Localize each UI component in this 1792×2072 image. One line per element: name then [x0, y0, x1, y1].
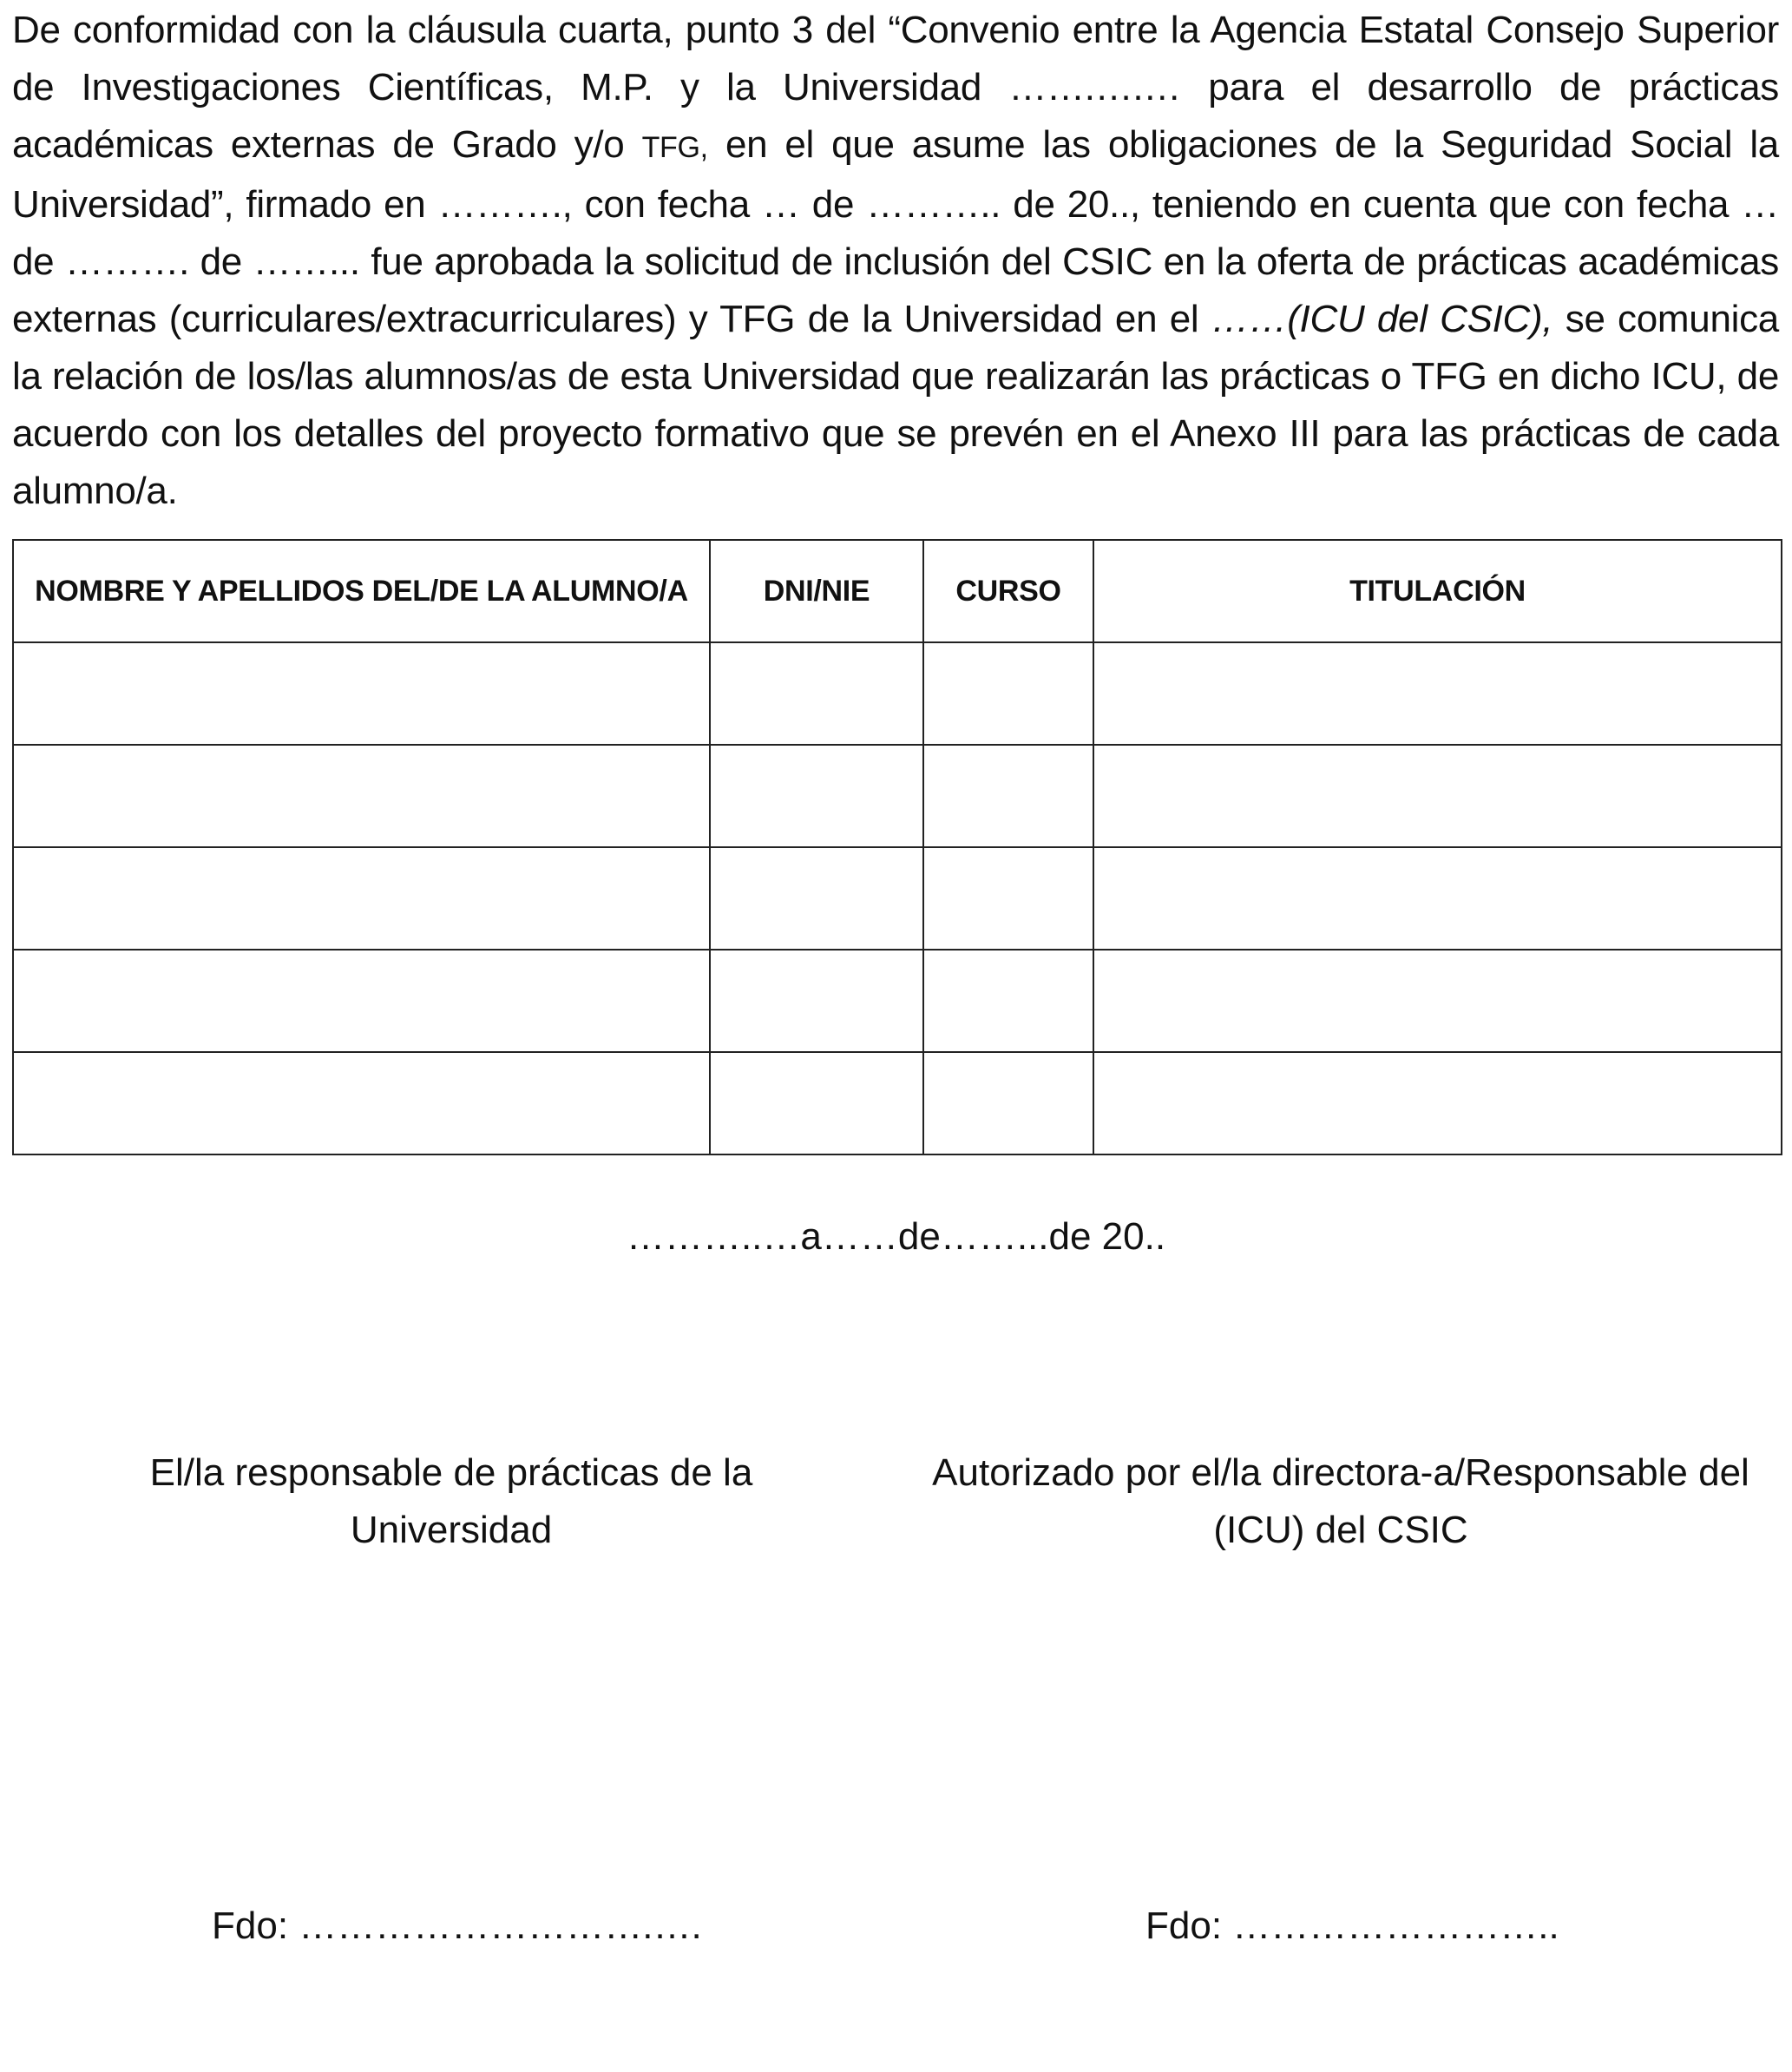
cell-dni-nie[interactable] — [710, 950, 923, 1052]
date-line: ………..…a……de……...de 20.. — [626, 1215, 1166, 1258]
cell-curso[interactable] — [923, 745, 1093, 847]
table-row — [13, 745, 1782, 847]
header-dni-nie: DNI/NIE — [710, 540, 923, 642]
cell-titulacion[interactable] — [1093, 950, 1782, 1052]
header-curso: CURSO — [923, 540, 1093, 642]
cell-titulacion[interactable] — [1093, 642, 1782, 745]
cell-nombre[interactable] — [13, 950, 710, 1052]
table-row — [13, 1052, 1782, 1154]
signature-title-csic — [929, 1444, 1753, 1559]
signature-fdo-csic: Fdo: …………………….. — [1145, 1904, 1559, 1947]
intro-icu-placeholder: ……(ICU del CSIC), — [1211, 298, 1553, 340]
cell-dni-nie[interactable] — [710, 642, 923, 745]
cell-curso[interactable] — [923, 1052, 1093, 1154]
students-table — [12, 539, 1782, 1155]
cell-dni-nie[interactable] — [710, 1052, 923, 1154]
intro-tfg: TFG, — [641, 131, 708, 164]
cell-nombre[interactable] — [13, 642, 710, 745]
intro-text-2: en el que asume las obligaciones de la Seguridad Social la Universidad”, firmado en ………., con fecha … de ……….. de 20.., teniendo en cuenta que con fecha … de ………. de ……... fue aprobada la solicitud de inclusión del CSIC en la oferta de prácticas académicas externas (curriculares/extracurriculares) y TFG de la Universidad en el — [12, 123, 1779, 340]
signature-title-university: El/la responsable de prácticas de la Universidad — [149, 1451, 753, 1551]
cell-dni-nie[interactable] — [710, 745, 923, 847]
signature-title-csic-line2: (ICU) del CSIC — [1213, 1509, 1468, 1551]
cell-nombre[interactable] — [13, 745, 710, 847]
cell-titulacion[interactable] — [1093, 847, 1782, 950]
header-titulacion: TITULACIÓN — [1093, 540, 1782, 642]
cell-nombre[interactable] — [13, 1052, 710, 1154]
cell-titulacion[interactable] — [1093, 745, 1782, 847]
cell-dni-nie[interactable] — [710, 847, 923, 950]
intro-text-1: De conformidad con la cláusula cuarta, punto 3 del “Convenio entre la Agencia Estatal Consejo Superior de Investigaciones Científicas, M.P. y la Universidad …….….… para el desarrollo de prácticas académicas externas de Grado y/o — [12, 9, 1779, 166]
cell-curso[interactable] — [923, 642, 1093, 745]
table-row — [13, 950, 1782, 1052]
cell-nombre[interactable] — [13, 847, 710, 950]
header-nombre: NOMBRE Y APELLIDOS DEL/DE LA ALUMNO/A — [13, 540, 710, 642]
cell-curso[interactable] — [923, 847, 1093, 950]
table-row — [13, 847, 1782, 950]
intro-text-3: se comunica la relación de los/las alumnos/as de esta Universidad que realizarán las prácticas o TFG en dicho ICU, de acuerdo con los detalles del proyecto formativo que se prevén en el Anexo III para las prácticas de cada alumno/a. — [12, 298, 1779, 512]
cell-titulacion[interactable] — [1093, 1052, 1782, 1154]
signature-title-csic-line1: Autorizado por el/la directora-a/Responsable del — [932, 1451, 1749, 1494]
intro-paragraph — [12, 2, 1779, 520]
table-row — [13, 642, 1782, 745]
signature-fdo-university: Fdo: ……………………….…. — [212, 1904, 702, 1947]
table-header-row — [13, 540, 1782, 642]
cell-curso[interactable] — [923, 950, 1093, 1052]
